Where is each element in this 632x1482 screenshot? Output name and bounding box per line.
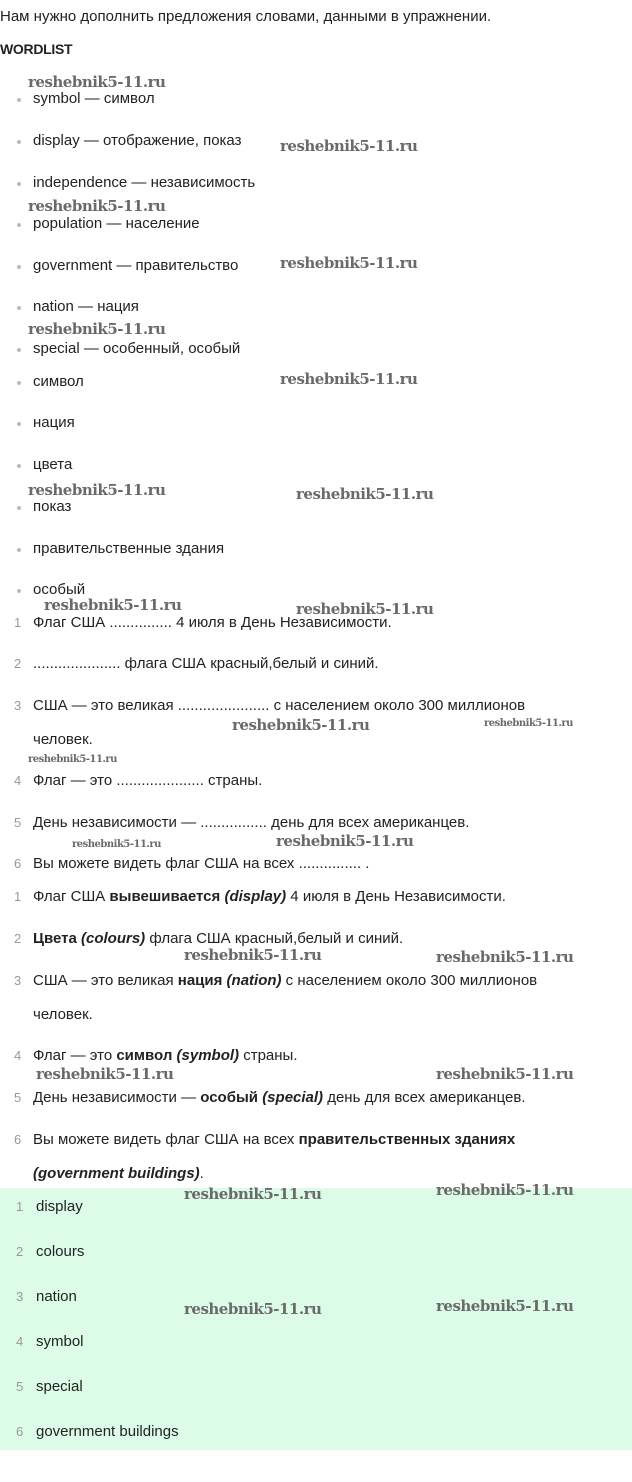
intro-text: Нам нужно дополнить предложения словами, данными в упражнении. bbox=[0, 8, 492, 25]
watermark-text: reshebnik5-11.ru bbox=[184, 1300, 322, 1318]
watermark-text: reshebnik5-11.ru bbox=[28, 754, 117, 765]
answer-word: вывешивается bbox=[109, 888, 225, 905]
wordlist-item: independence — независимость bbox=[33, 174, 256, 191]
watermark-text: reshebnik5-11.ru bbox=[28, 73, 166, 91]
answer-sentence-continued bbox=[33, 1165, 204, 1183]
item-number: 5 bbox=[16, 1379, 24, 1394]
exercise-sentence: День независимости — ................ день для всех американцев. bbox=[33, 814, 470, 831]
watermark-text: reshebnik5-11.ru bbox=[296, 485, 434, 503]
bullet-icon bbox=[17, 182, 21, 186]
exercise-sentence: ..................... флага США красный,белый и синий. bbox=[33, 655, 379, 672]
answer-text: . bbox=[199, 1165, 204, 1182]
bullet-icon bbox=[17, 422, 21, 426]
answer-english: (government buildings) bbox=[33, 1165, 200, 1182]
bullet-icon bbox=[17, 265, 21, 269]
item-number: 2 bbox=[14, 931, 22, 946]
answer-text: день для всех американцев. bbox=[323, 1089, 526, 1106]
watermark-text: reshebnik5-11.ru bbox=[36, 1065, 174, 1083]
answer-text: Флаг США bbox=[33, 888, 110, 905]
watermark-text: reshebnik5-11.ru bbox=[436, 1181, 574, 1199]
wordlist-item: display — отображение, показ bbox=[33, 132, 242, 149]
watermark-text: reshebnik5-11.ru bbox=[296, 600, 434, 618]
watermark-text: reshebnik5-11.ru bbox=[436, 1065, 574, 1083]
item-number: 1 bbox=[16, 1199, 24, 1214]
short-answer: government buildings bbox=[36, 1423, 179, 1440]
exercise-sentence: Флаг США ............... 4 июля в День Независимости. bbox=[33, 614, 392, 631]
answer-sentence bbox=[33, 1131, 515, 1149]
wordlist-item: символ bbox=[33, 373, 84, 390]
answer-english: (nation) bbox=[226, 972, 282, 989]
watermark-text: reshebnik5-11.ru bbox=[436, 948, 574, 966]
answer-word: правительственных зданиях bbox=[298, 1131, 516, 1148]
exercise-sentence: Флаг — это ..................... страны. bbox=[33, 772, 263, 789]
wordlist-item: нация bbox=[33, 414, 75, 431]
wordlist-item: government — правительство bbox=[33, 257, 239, 274]
answer-english: (colours) bbox=[80, 930, 146, 947]
exercise-sentence-continued: человек. bbox=[33, 731, 93, 748]
watermark-text: reshebnik5-11.ru bbox=[232, 716, 370, 734]
short-answer: special bbox=[36, 1378, 83, 1395]
item-number: 5 bbox=[14, 815, 22, 830]
item-number: 5 bbox=[14, 1090, 22, 1105]
item-number: 6 bbox=[14, 1132, 22, 1147]
answer-text: Вы можете видеть флаг США на всех bbox=[33, 1131, 299, 1148]
exercise-sentence: Вы можете видеть флаг США на всех ............... . bbox=[33, 855, 370, 872]
answer-sentence bbox=[33, 1047, 298, 1065]
bullet-icon bbox=[17, 140, 21, 144]
item-number: 4 bbox=[14, 1048, 22, 1063]
watermark-text: reshebnik5-11.ru bbox=[28, 481, 166, 499]
wordlist-item: symbol — символ bbox=[33, 90, 155, 107]
answer-sentence bbox=[33, 888, 506, 906]
short-answer: colours bbox=[36, 1243, 85, 1260]
exercise-sentence: США — это великая ...................... с населением около 300 миллионов bbox=[33, 697, 526, 714]
item-number: 6 bbox=[14, 856, 22, 871]
watermark-text: reshebnik5-11.ru bbox=[184, 1185, 322, 1203]
wordlist-item: nation — нация bbox=[33, 298, 139, 315]
answer-sentence-continued: человек. bbox=[33, 1006, 93, 1023]
answer-text: флага США красный,белый и синий. bbox=[145, 930, 404, 947]
bullet-icon bbox=[17, 223, 21, 227]
short-answers-panel bbox=[0, 1185, 632, 1450]
bullet-icon bbox=[17, 548, 21, 552]
watermark-text: reshebnik5-11.ru bbox=[184, 946, 322, 964]
wordlist-item: population — население bbox=[33, 215, 200, 232]
bullet-icon bbox=[17, 381, 21, 385]
answer-text: 4 июля в День Независимости. bbox=[286, 888, 506, 905]
item-number: 3 bbox=[14, 973, 22, 988]
item-number: 4 bbox=[14, 773, 22, 788]
bullet-icon bbox=[17, 98, 21, 102]
answer-text: США — это великая bbox=[33, 972, 178, 989]
bullet-icon bbox=[17, 589, 21, 593]
answer-english: (symbol) bbox=[176, 1047, 240, 1064]
answer-word: символ bbox=[116, 1047, 177, 1064]
watermark-text: reshebnik5-11.ru bbox=[436, 1297, 574, 1315]
answer-english: (special) bbox=[262, 1089, 324, 1106]
watermark-text: reshebnik5-11.ru bbox=[72, 839, 161, 850]
bullet-icon bbox=[17, 506, 21, 510]
item-number: 4 bbox=[16, 1334, 24, 1349]
short-answer: symbol bbox=[36, 1333, 84, 1350]
answer-word: нация bbox=[177, 972, 227, 989]
item-number: 6 bbox=[16, 1424, 24, 1439]
answer-text: с населением около 300 миллионов bbox=[281, 972, 538, 989]
answer-word: особый bbox=[200, 1089, 263, 1106]
wordlist-heading: WORDLIST bbox=[0, 41, 73, 57]
answer-english: (display) bbox=[224, 888, 287, 905]
item-number: 2 bbox=[14, 656, 22, 671]
watermark-text: reshebnik5-11.ru bbox=[28, 197, 166, 215]
item-number: 3 bbox=[14, 698, 22, 713]
item-number: 3 bbox=[16, 1289, 24, 1304]
answer-sentence bbox=[33, 972, 537, 990]
wordlist-item: цвета bbox=[33, 456, 73, 473]
answer-word: Цвета bbox=[33, 930, 81, 947]
wordlist-item: показ bbox=[33, 498, 72, 515]
watermark-text: reshebnik5-11.ru bbox=[280, 254, 418, 272]
watermark-text: reshebnik5-11.ru bbox=[28, 320, 166, 338]
short-answer: display bbox=[36, 1198, 83, 1215]
item-number: 1 bbox=[14, 889, 22, 904]
bullet-icon bbox=[17, 464, 21, 468]
watermark-text: reshebnik5-11.ru bbox=[280, 137, 418, 155]
item-number: 1 bbox=[14, 615, 22, 630]
answer-text: страны. bbox=[239, 1047, 298, 1064]
answer-text: Флаг — это bbox=[33, 1047, 117, 1064]
watermark-text: reshebnik5-11.ru bbox=[44, 596, 182, 614]
watermark-text: reshebnik5-11.ru bbox=[484, 718, 573, 729]
short-answer: nation bbox=[36, 1288, 77, 1305]
item-number: 2 bbox=[16, 1244, 24, 1259]
answer-sentence bbox=[33, 1089, 526, 1107]
watermark-text: reshebnik5-11.ru bbox=[280, 370, 418, 388]
answer-text: День независимости — bbox=[33, 1089, 201, 1106]
wordlist-item: special — особенный, особый bbox=[33, 340, 241, 357]
wordlist-item: правительственные здания bbox=[33, 540, 225, 557]
wordlist-item: особый bbox=[33, 581, 86, 598]
bullet-icon bbox=[17, 306, 21, 310]
bullet-icon bbox=[17, 348, 21, 352]
watermark-text: reshebnik5-11.ru bbox=[276, 832, 414, 850]
